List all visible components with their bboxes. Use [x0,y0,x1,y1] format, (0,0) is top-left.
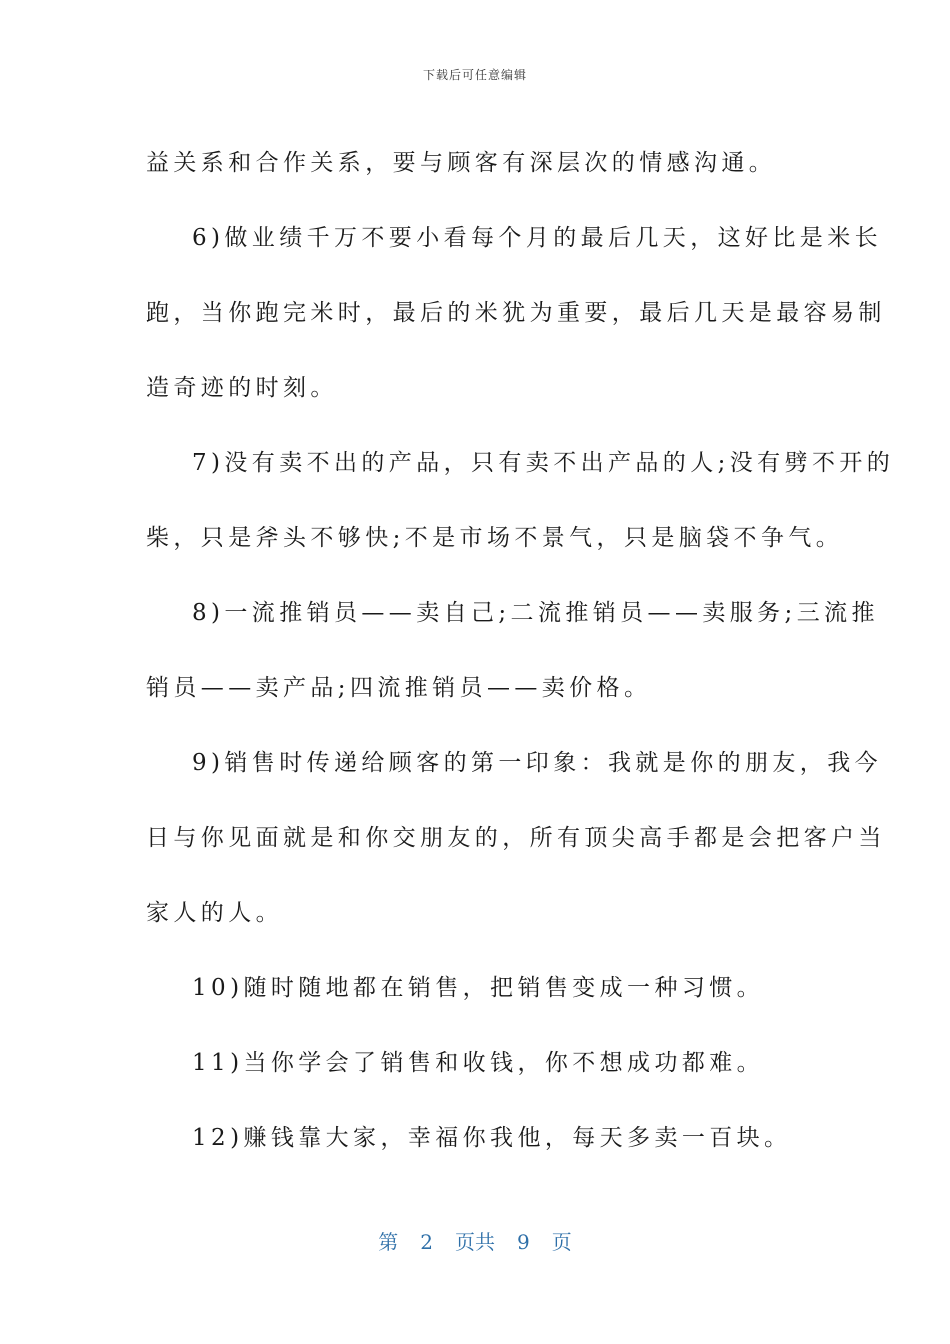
text-line: 造奇迹的时刻。 [146,375,338,401]
text-line: 12)赚钱靠大家，幸福你我他，每天多卖一百块。 [192,1125,792,1151]
text-line: 9)销售时传递给顾客的第一印象：我就是你的朋友，我今 [192,750,883,776]
text-line: 7)没有卖不出的产品，只有卖不出产品的人;没有劈不开的 [192,450,895,476]
text-line: 6)做业绩千万不要小看每个月的最后几天，这好比是米长 [192,225,883,251]
text-line: 跑，当你跑完米时，最后的米犹为重要，最后几天是最容易制 [146,300,886,326]
footer-middle: 页共 [455,1230,495,1254]
footer-prefix: 第 [378,1230,399,1254]
text-line: 日与你见面就是和你交朋友的，所有顶尖高手都是会把客户当 [146,825,886,851]
text-line: 10)随时随地都在销售，把销售变成一种习惯。 [192,975,765,1001]
text-line: 8)一流推销员——卖自己;二流推销员——卖服务;三流推 [192,600,879,626]
text-line: 11)当你学会了销售和收钱，你不想成功都难。 [192,1050,765,1076]
text-line: 家人的人。 [146,900,283,926]
header-note: 下载后可任意编辑 [422,68,527,82]
text-line: 柴，只是斧头不够快;不是市场不景气，只是脑袋不争气。 [146,525,844,551]
footer-current-page: 2 [420,1230,433,1254]
text-line: 益关系和合作关系，要与顾客有深层次的情感沟通。 [146,150,777,176]
footer-total-pages: 9 [517,1230,530,1254]
footer-suffix: 页 [551,1230,572,1254]
body-text [146,126,895,1176]
page-footer [0,1226,950,1255]
text-line: 销员——卖产品;四流推销员——卖价格。 [146,675,652,701]
